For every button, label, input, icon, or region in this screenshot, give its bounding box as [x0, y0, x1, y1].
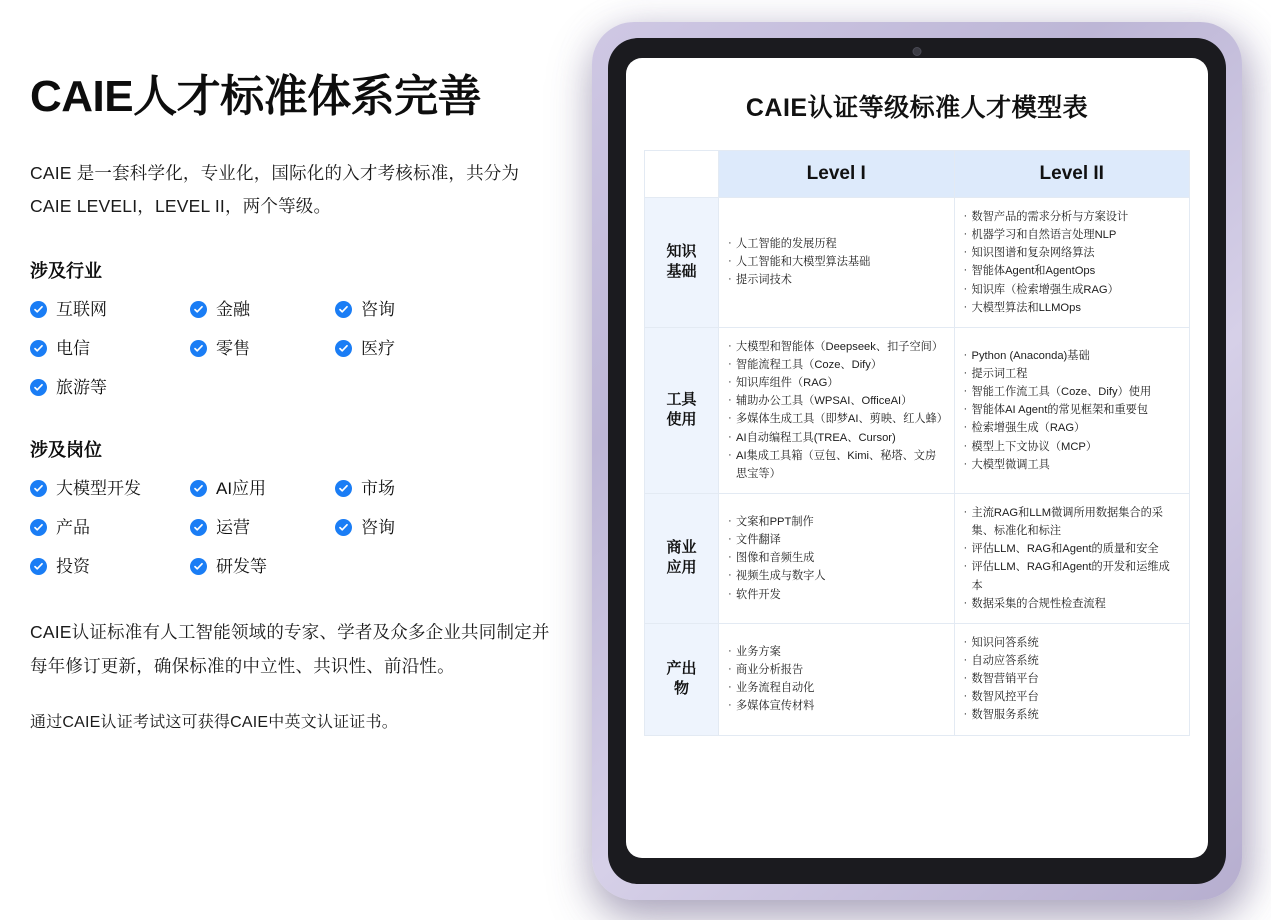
- check-icon: [30, 558, 47, 575]
- list-item: · 智能工作流工具（Coze、Dify）使用: [964, 383, 1181, 401]
- list-item: [190, 558, 335, 575]
- list-item: · 提示词技术: [728, 271, 945, 289]
- list-item: · 多媒体生成工具（即梦AI、剪映、红人蜂）: [728, 410, 945, 428]
- list-item: · 人工智能的发展历程: [728, 235, 945, 253]
- check-icon: [30, 379, 47, 396]
- list-item: [190, 340, 335, 357]
- list-item: [30, 558, 190, 575]
- check-icon: [335, 301, 352, 318]
- list-item: · 视频生成与数字人: [728, 567, 945, 585]
- list-item-label: AI应用: [216, 479, 267, 499]
- cell-knowledge-level1: [719, 198, 955, 328]
- list-item: · 数据采集的合规性检查流程: [964, 595, 1181, 613]
- list-item: [335, 519, 550, 536]
- table-header-row: [645, 151, 1190, 198]
- list-item-label: 研发等: [216, 557, 267, 577]
- list-item: · 数智营销平台: [964, 670, 1181, 688]
- list-item: · 知识库（检索增强生成RAG）: [964, 281, 1181, 299]
- check-icon: [335, 340, 352, 357]
- list-item: · 文案和PPT制作: [728, 513, 945, 531]
- list-item: [190, 301, 335, 318]
- list-item-label: 医疗: [361, 339, 395, 359]
- list-item: · 知识图谱和复杂网络算法: [964, 244, 1181, 262]
- list-item: · 数智风控平台: [964, 688, 1181, 706]
- list-item-label: 运营: [216, 518, 250, 538]
- table-row: [645, 198, 1190, 328]
- intro-paragraph: CAIE 是一套科学化，专业化，国际化的入才考核标准，共分为 CAIE LEVELI，LEVEL II，两个等级。: [30, 162, 520, 216]
- table-corner-cell: [645, 151, 719, 198]
- check-icon: [190, 480, 207, 497]
- tablet-device: [592, 22, 1242, 900]
- left-content-column: [30, 72, 550, 763]
- list-item: · 图像和音频生成: [728, 549, 945, 567]
- list-item: · 大模型算法和LLMOps: [964, 299, 1181, 317]
- certificate-paragraph: 通过CAIE认证考试这可获得CAIE中英文认证证书。: [30, 714, 398, 732]
- cell-output-level1: [719, 623, 955, 735]
- list-item-label: 金融: [216, 300, 250, 320]
- list-item: · 提示词工程: [964, 365, 1181, 383]
- row-header-output: 产出 物: [645, 623, 719, 735]
- table-title: CAIE认证等级标准人才模型表: [745, 94, 1089, 122]
- list-item: · 业务流程自动化: [728, 679, 945, 697]
- list-item-label: 投资: [56, 557, 90, 577]
- row-header-business: 商业 应用: [645, 493, 719, 623]
- list-item: · 检索增强生成（RAG）: [964, 419, 1181, 437]
- talent-model-table: [644, 150, 1190, 736]
- list-item: · 大模型和智能体（Deepseek、扣子空间）: [728, 338, 945, 356]
- list-item: · 智能体Agent和AgentOps: [964, 262, 1181, 280]
- table-row: [645, 623, 1190, 735]
- list-item: [335, 301, 550, 318]
- row-header-tools: 工具 使用: [645, 327, 719, 493]
- list-item-label: 咨询: [361, 300, 395, 320]
- standards-paragraph: CAIE认证标准有人工智能领域的专家、学者及众多企业共同制定并每年修订更新，确保标准的中立性、共识性、前沿性。: [30, 622, 550, 677]
- cell-output-level2: [954, 623, 1190, 735]
- list-item: · 主流RAG和LLM微调所用数据集合的采集、标准化和标注: [964, 504, 1181, 540]
- table-row: [645, 493, 1190, 623]
- page-title: CAIE人才标准体系完善: [30, 72, 482, 121]
- list-item: · 软件开发: [728, 586, 945, 604]
- list-item: · 数智产品的需求分析与方案设计: [964, 208, 1181, 226]
- check-icon: [30, 480, 47, 497]
- list-item: · 机器学习和自然语言处理NLP: [964, 226, 1181, 244]
- check-icon: [190, 301, 207, 318]
- list-item: · 知识库组件（RAG）: [728, 374, 945, 392]
- list-item-label: 旅游等: [56, 378, 107, 398]
- column-header-level-1: Level I: [719, 151, 955, 198]
- industries-heading: 涉及行业: [30, 261, 102, 282]
- list-item-label: 电信: [56, 339, 90, 359]
- list-item: [30, 340, 190, 357]
- list-item-label: 互联网: [56, 300, 107, 320]
- roles-list: [30, 480, 550, 575]
- cell-tools-level1: [719, 327, 955, 493]
- list-item: · 评估LLM、RAG和Agent的质量和安全: [964, 540, 1181, 558]
- check-icon: [335, 519, 352, 536]
- list-item: [335, 340, 550, 357]
- list-item: [30, 379, 190, 396]
- list-item: · 商业分析报告: [728, 661, 945, 679]
- table-row: [645, 327, 1190, 493]
- list-item: [190, 480, 335, 497]
- list-item: · AI自动编程工具(TREA、Cursor): [728, 429, 945, 447]
- list-item: · 多媒体宣传材料: [728, 697, 945, 715]
- list-item-label: 咨询: [361, 518, 395, 538]
- list-item: · 模型上下文协议（MCP）: [964, 438, 1181, 456]
- cell-knowledge-level2: [954, 198, 1190, 328]
- list-item: · 自动应答系统: [964, 652, 1181, 670]
- list-item: · 业务方案: [728, 643, 945, 661]
- check-icon: [335, 480, 352, 497]
- check-icon: [30, 519, 47, 536]
- list-item: · 智能流程工具（Coze、Dify）: [728, 356, 945, 374]
- cell-business-level2: [954, 493, 1190, 623]
- cell-business-level1: [719, 493, 955, 623]
- list-item-label: 零售: [216, 339, 250, 359]
- tablet-bezel: [608, 38, 1226, 884]
- row-header-knowledge: 知识 基础: [645, 198, 719, 328]
- list-item-label: 市场: [361, 479, 395, 499]
- check-icon: [190, 340, 207, 357]
- industries-list: [30, 301, 550, 396]
- tablet-screen: [626, 58, 1208, 858]
- list-item: [30, 519, 190, 536]
- list-item: · 评估LLM、RAG和Agent的开发和运维成本: [964, 558, 1181, 594]
- list-item-label: 大模型开发: [56, 479, 141, 499]
- cell-tools-level2: [954, 327, 1190, 493]
- roles-heading: 涉及岗位: [30, 440, 102, 461]
- list-item: [30, 301, 190, 318]
- list-item: · Python (Anaconda)基础: [964, 347, 1181, 365]
- check-icon: [190, 519, 207, 536]
- camera-icon: [913, 47, 922, 56]
- column-header-level-2: Level II: [954, 151, 1190, 198]
- list-item: · 人工智能和大模型算法基础: [728, 253, 945, 271]
- list-item: · 文件翻译: [728, 531, 945, 549]
- check-icon: [30, 301, 47, 318]
- list-item: · AI集成工具箱（豆包、Kimi、秘塔、文房思宝等）: [728, 447, 945, 483]
- list-item: [335, 480, 550, 497]
- check-icon: [30, 340, 47, 357]
- list-item: [190, 519, 335, 536]
- list-item: · 数智服务系统: [964, 706, 1181, 724]
- list-item: [30, 480, 190, 497]
- list-item: · 大模型微调工具: [964, 456, 1181, 474]
- list-item: · 知识问答系统: [964, 634, 1181, 652]
- list-item: · 智能体AI Agent的常见框架和重要包: [964, 401, 1181, 419]
- list-item: · 辅助办公工具（WPSAI、OfficeAI）: [728, 392, 945, 410]
- check-icon: [190, 558, 207, 575]
- list-item-label: 产品: [56, 518, 90, 538]
